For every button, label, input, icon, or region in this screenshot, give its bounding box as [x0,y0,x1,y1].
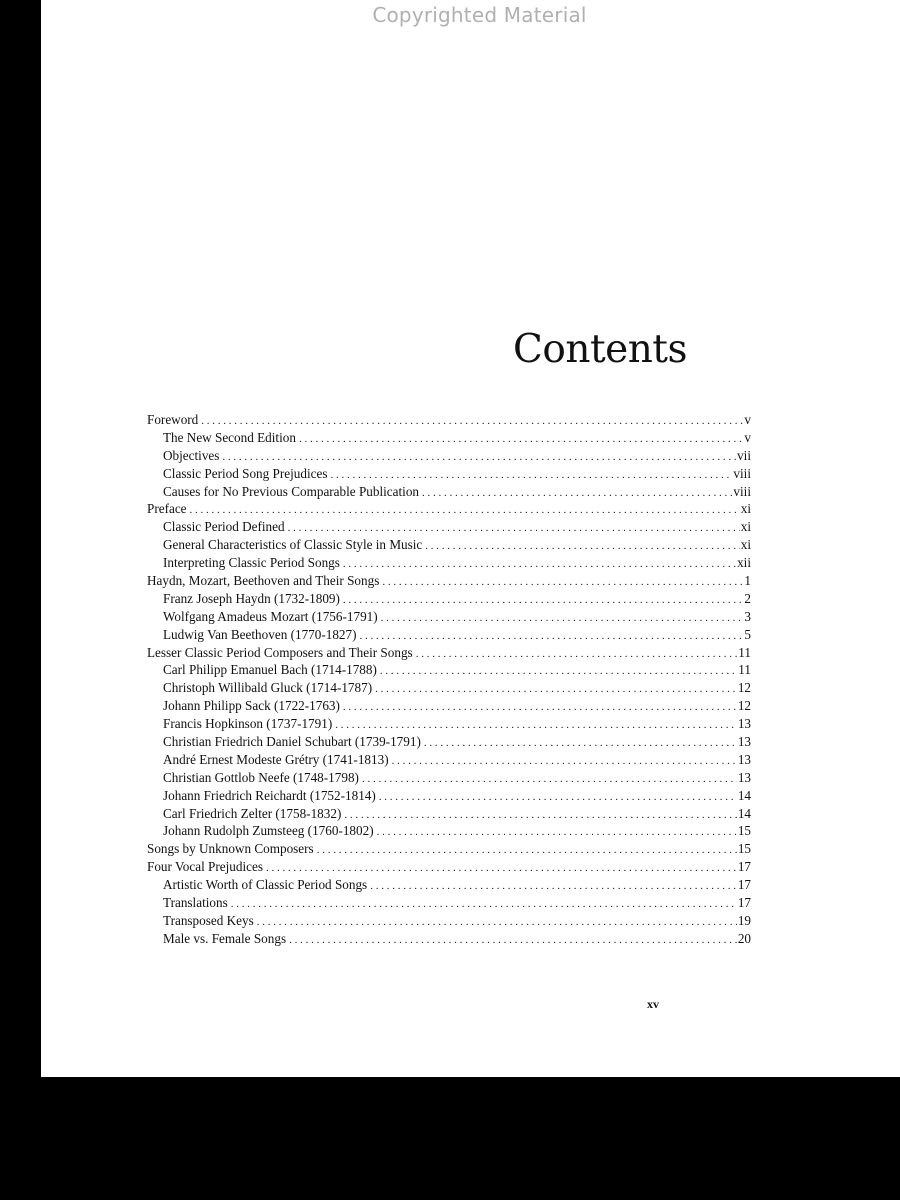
toc-subsection-entry [147,877,751,895]
toc-entry-page: 5 [744,626,751,642]
toc-entry-title: Haydn, Mozart, Beethoven and Their Songs [147,573,380,589]
toc-dot-leader [375,683,737,695]
toc-entry-page: 17 [737,895,751,911]
toc-entry-page: xi [740,519,751,535]
watermark-text: Copyrighted Material [372,3,587,27]
toc-dot-leader [335,719,737,731]
toc-subsection-entry [147,448,751,466]
toc-entry-page: xi [740,537,751,553]
toc-entry-page: 17 [737,859,751,875]
toc-entry-page: 12 [737,680,751,696]
toc-subsection-entry [147,662,751,680]
toc-subsection-entry [147,752,751,770]
toc-dot-leader [288,522,740,534]
toc-dot-leader [343,594,744,606]
toc-entry-page: 2 [744,590,751,606]
toc-subsection-entry [147,466,751,484]
toc-subsection-entry [147,519,751,537]
toc-entry-title: Four Vocal Prejudices [147,859,263,875]
toc-entry-title: Songs by Unknown Composers [147,841,314,857]
toc-dot-leader [289,934,737,946]
toc-entry-title: The New Second Edition [163,429,296,445]
toc-entry-page: 12 [737,698,751,714]
toc-subsection-entry [147,734,751,752]
toc-entry-title: Johann Rudolph Zumsteeg (1760-1802) [163,823,374,839]
toc-entry-title: Male vs. Female Songs [163,930,287,946]
page-number: xv [647,997,659,1011]
toc-entry-page: 17 [737,877,751,893]
toc-entry-title: Interpreting Classic Period Songs [163,555,340,571]
toc-subsection-entry [147,537,751,555]
toc-entry-title: Classic Period Song Prejudices [163,465,328,481]
toc-entry-page: 13 [737,716,751,732]
toc-dot-leader [362,773,737,785]
toc-dot-leader [379,791,737,803]
toc-subsection-entry [147,895,751,913]
toc-dot-leader [343,558,736,570]
toc-entry-title: Christian Gottlob Neefe (1748-1798) [163,769,359,785]
toc-dot-leader [343,701,737,713]
page-title: Contents [513,327,687,372]
toc-entry-title: Foreword [147,412,199,427]
toc-subsection-entry [147,913,751,931]
toc-entry-title: André Ernest Modeste Grétry (1741-1813) [163,751,389,767]
toc-dot-leader [425,540,739,552]
toc-entry-page: 1 [744,573,751,589]
toc-entry-page: 13 [737,751,751,767]
toc-dot-leader [380,665,737,677]
toc-entry-page: viii [733,465,751,481]
toc-subsection-entry [147,680,751,698]
toc-entry-title: Translations [163,895,228,911]
toc-dot-leader [201,415,743,427]
toc-entry-page: 13 [737,769,751,785]
toc-entry-page: xii [737,555,751,571]
toc-subsection-entry [147,788,751,806]
toc-entry-title: Christian Friedrich Daniel Schubart (1739-1791) [163,734,421,750]
toc-subsection-entry [147,770,751,788]
toc-entry-title: Artistic Worth of Classic Period Songs [163,877,368,893]
toc-subsection-entry [147,806,751,824]
toc-entry-title: Johann Friedrich Reichardt (1752-1814) [163,787,376,803]
document-page [41,0,900,1077]
toc-dot-leader [317,844,737,856]
toc-subsection-entry [147,627,751,645]
toc-entry-page: 11 [738,662,751,678]
toc-section-entry [147,841,751,859]
toc-section-entry [147,573,751,591]
toc-subsection-entry [147,555,751,573]
toc-entry-title: Francis Hopkinson (1737-1791) [163,716,333,732]
toc-section-entry [147,645,751,663]
toc-entry-title: Johann Philipp Sack (1722-1763) [163,698,340,714]
toc-subsection-entry [147,609,751,627]
toc-entry-page: v [744,412,751,427]
toc-entry-page: 14 [737,787,751,803]
toc-entry-title: Wolfgang Amadeus Mozart (1756-1791) [163,608,378,624]
toc-subsection-entry [147,484,751,502]
toc-entry-title: General Characteristics of Classic Style in Music [163,537,423,553]
toc-entry-title: Causes for No Previous Comparable Publication [163,483,420,499]
toc-dot-leader [266,862,737,874]
toc-dot-leader [381,612,744,624]
toc-section-entry [147,859,751,877]
toc-entry-title: Carl Philipp Emanuel Bach (1714-1788) [163,662,377,678]
toc-dot-leader [222,451,736,463]
toc-entry-page: 14 [737,805,751,821]
toc-dot-leader [299,433,743,445]
toc-entry-title: Transposed Keys [163,912,254,928]
toc-entry-page: v [744,429,751,445]
toc-dot-leader [382,576,743,588]
toc-entry-page: 15 [737,823,751,839]
toc-entry-page: xi [740,501,751,517]
toc-dot-leader [392,755,737,767]
toc-subsection-entry [147,931,751,949]
table-of-contents [147,412,751,949]
toc-entry-page: 11 [738,644,751,660]
toc-dot-leader [190,504,740,516]
toc-dot-leader [330,469,732,481]
toc-dot-leader [231,898,737,910]
copyright-watermark [41,3,900,27]
toc-entry-title: Preface [147,501,187,517]
toc-subsection-entry [147,716,751,734]
toc-dot-leader [416,648,738,660]
toc-entry-title: Objectives [163,447,220,463]
toc-subsection-entry [147,698,751,716]
toc-dot-leader [377,826,737,838]
toc-entry-title: Lesser Classic Period Composers and Their Songs [147,644,413,660]
toc-entry-title: Ludwig Van Beethoven (1770-1827) [163,626,357,642]
toc-entry-page: 19 [737,912,751,928]
toc-entry-page: 3 [744,608,751,624]
toc-entry-page: viii [733,483,751,499]
toc-entry-title: Carl Friedrich Zelter (1758-1832) [163,805,342,821]
toc-dot-leader [370,880,737,892]
toc-entry-page: 13 [737,734,751,750]
toc-dot-leader [344,809,736,821]
toc-entry-page: vii [737,447,751,463]
toc-entry-title: Franz Joseph Haydn (1732-1809) [163,590,340,606]
toc-dot-leader [422,487,732,499]
toc-entry-page: 15 [737,841,751,857]
toc-subsection-entry [147,591,751,609]
toc-dot-leader [360,630,744,642]
toc-subsection-entry [147,430,751,448]
toc-entry-page: 20 [737,930,751,946]
toc-section-entry [147,501,751,519]
toc-subsection-entry [147,823,751,841]
toc-dot-leader [424,737,737,749]
toc-entry-title: Classic Period Defined [163,519,285,535]
toc-dot-leader [257,916,737,928]
toc-entry-title: Christoph Willibald Gluck (1714-1787) [163,680,373,696]
toc-section-entry [147,412,751,430]
